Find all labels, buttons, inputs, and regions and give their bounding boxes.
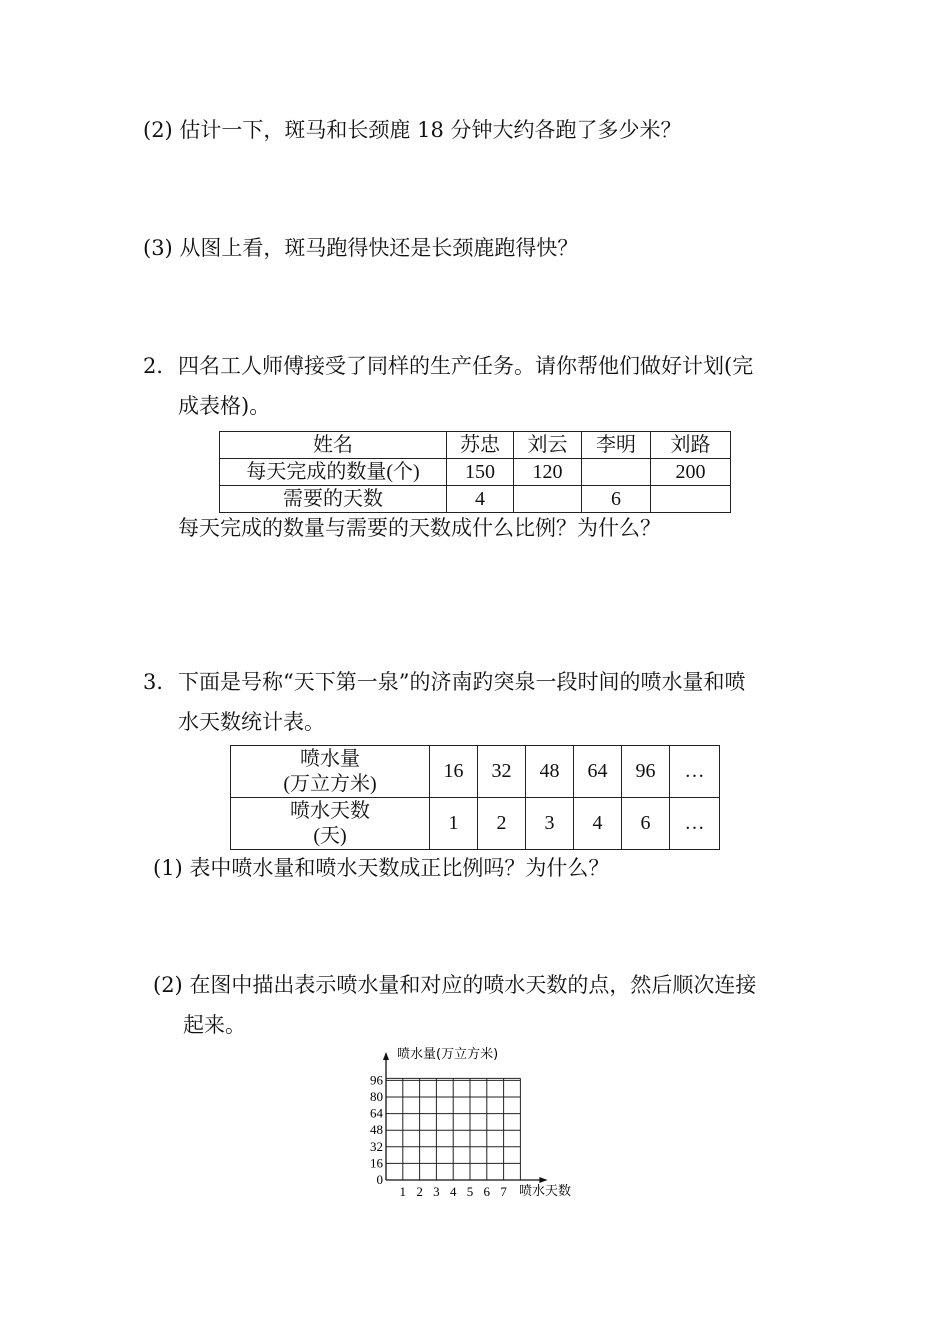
plot-grid-chart[interactable] (355, 1040, 595, 1210)
table-cell: 刘云 (514, 432, 582, 459)
q3-number: 3． (143, 670, 178, 694)
table-cell: 2 (478, 798, 526, 850)
table-header-cell (231, 798, 430, 850)
y-axis-arrow-icon (383, 1052, 389, 1060)
q3-sub1: (1) 表中喷水量和喷水天数成正比例吗？为什么？ (153, 856, 610, 880)
table-cell: 苏忠 (447, 432, 514, 459)
y-tick-label: 80 (370, 1089, 383, 1104)
table-cell: 1 (430, 798, 478, 850)
row-label-a: 喷水量 (300, 747, 360, 770)
q3-text-line1: 下面是号称“天下第一泉”的济南趵突泉一段时间的喷水量和喷 (178, 670, 746, 694)
x-tick-label: 2 (416, 1184, 423, 1199)
q3-table (230, 745, 720, 850)
x-axis-label: 喷水天数 (519, 1184, 572, 1199)
table-cell: 姓名 (220, 432, 447, 459)
x-tick-label: 5 (466, 1184, 474, 1199)
table-cell: 32 (478, 746, 526, 798)
table-cell: 96 (622, 746, 670, 798)
x-tick-label: 1 (399, 1184, 407, 1199)
table-cell: 150 (447, 459, 514, 486)
table-cell: … (670, 746, 720, 798)
table-cell: 刘路 (651, 432, 731, 459)
x-tick-label: 7 (500, 1184, 507, 1199)
table-cell: … (670, 798, 720, 850)
y-tick-label: 48 (370, 1122, 383, 1138)
q3-sub2-line2: 起来。 (183, 1013, 246, 1037)
x-axis-arrow-icon (539, 1177, 547, 1183)
q2-text-line1: 四名工人师傅接受了同样的生产任务。请你帮他们做好计划(完 (178, 354, 754, 378)
q3-text-line2: 水天数统计表。 (178, 710, 325, 734)
y-axis-label: 喷水量(万立方米) (397, 1047, 499, 1062)
table-cell: 4 (447, 486, 514, 513)
table-cell: 3 (526, 798, 574, 850)
table-row (220, 432, 731, 459)
table-cell-blank[interactable] (651, 486, 731, 513)
x-tick-label: 3 (433, 1184, 440, 1199)
table-cell: 48 (526, 746, 574, 798)
table-cell: 6 (582, 486, 651, 513)
y-tick-label: 0 (376, 1172, 383, 1187)
q2-text-line2: 成表格)。 (178, 394, 271, 418)
x-tick-label: 6 (483, 1184, 491, 1199)
table-cell: 6 (622, 798, 670, 850)
table-header-cell (231, 746, 430, 798)
chart-svg[interactable] (355, 1040, 595, 1210)
q1-part3: (3) 从图上看，斑马跑得快还是长颈鹿跑得快？ (143, 236, 579, 260)
table-cell: 4 (574, 798, 622, 850)
table-cell: 李明 (582, 432, 651, 459)
x-tick-label: 4 (449, 1184, 457, 1199)
table-cell: 120 (514, 459, 582, 486)
table-row (231, 746, 720, 798)
table-cell: 200 (651, 459, 731, 486)
row-label-b: (天) (313, 824, 347, 847)
table-row (220, 459, 731, 486)
row-label-a: 喷水天数 (290, 799, 370, 822)
table-cell: 16 (430, 746, 478, 798)
table-cell: 需要的天数 (220, 486, 447, 513)
q2-table (219, 431, 731, 513)
y-tick-label: 16 (370, 1155, 383, 1171)
table-cell-blank[interactable] (514, 486, 582, 513)
table-cell: 每天完成的数量(个) (220, 459, 447, 486)
q2-question: 每天完成的数量与需要的天数成什么比例？为什么？ (178, 516, 661, 540)
q1-part2: (2) 估计一下，斑马和长颈鹿 18 分钟大约各跑了多少米？ (143, 118, 682, 142)
table-cell-blank[interactable] (582, 459, 651, 486)
q3-sub2-line1: (2) 在图中描出表示喷水量和对应的喷水天数的点，然后顺次连接 (153, 973, 757, 997)
y-tick-label: 96 (370, 1072, 383, 1088)
y-tick-label: 64 (370, 1105, 383, 1121)
row-label-b: (万立方米) (283, 772, 377, 795)
table-row (231, 798, 720, 850)
table-cell: 64 (574, 746, 622, 798)
q2-number: 2． (143, 354, 178, 378)
y-tick-label: 32 (370, 1138, 383, 1154)
table-row (220, 486, 731, 513)
